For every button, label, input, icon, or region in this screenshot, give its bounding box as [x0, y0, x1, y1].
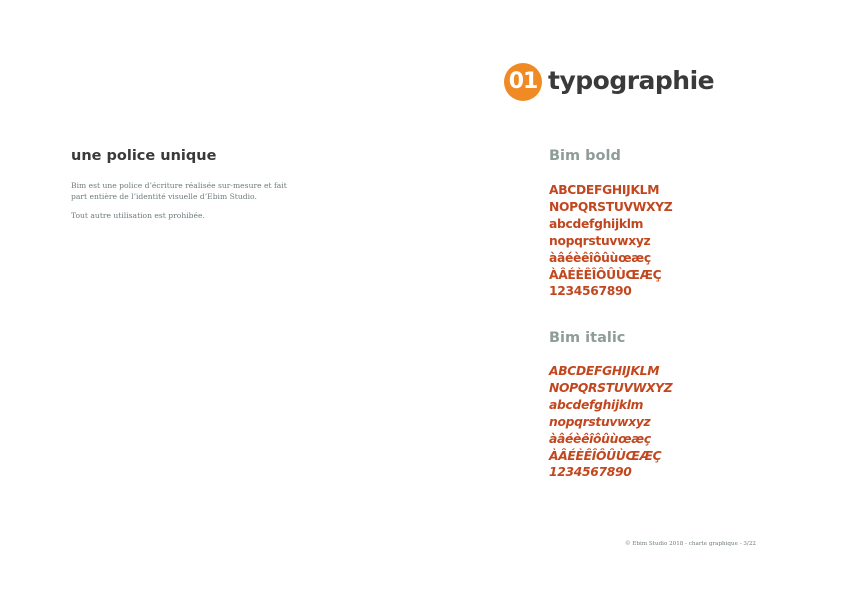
glyph-line: 1234567890 — [549, 284, 632, 299]
glyph-line: abcdefghijklm — [549, 216, 644, 231]
intro-paragraph — [71, 181, 287, 202]
intro-line-2: part entière de l’identité visuelle d’Ebim Studio. — [71, 191, 257, 201]
glyph-line: nopqrstuvwxyz — [549, 233, 651, 248]
glyph-line: NOPQRSTUVWXYZ — [549, 199, 673, 214]
glyph-line: àâéèêîôûùœæç — [549, 431, 651, 446]
usage-note: Tout autre utilisation est prohibée. — [71, 211, 205, 220]
glyph-line: nopqrstuvwxyz — [549, 414, 651, 429]
font-name-bold: Bim bold — [549, 148, 621, 164]
intro-line-1: Bim est une police d’écriture réalisée sur-mesure et fait — [71, 181, 287, 190]
glyph-line: àâéèêîôûùœæç — [549, 250, 651, 265]
page-footer: © Ebim Studio 2018 - charte graphique - 3/22 — [625, 541, 756, 547]
glyph-line: ÀÂÉÈÊÎÔÛÙŒÆÇ — [549, 267, 662, 282]
glyph-sample-italic — [549, 363, 672, 481]
page-title: typographie — [548, 66, 715, 95]
glyph-line: 1234567890 — [549, 465, 632, 480]
section-title: une police unique — [71, 148, 217, 164]
glyph-line: ABCDEFGHIJKLM — [549, 364, 660, 378]
font-name-italic: Bim italic — [549, 330, 626, 346]
glyph-line: ABCDEFGHIJKLM — [549, 183, 660, 197]
glyph-line: ÀÂÉÈÊÎÔÛÙŒÆÇ — [549, 448, 662, 463]
glyph-line: NOPQRSTUVWXYZ — [549, 380, 673, 395]
glyph-sample-bold — [549, 182, 672, 300]
section-number-badge: 01 — [504, 63, 542, 101]
glyph-line: abcdefghijklm — [549, 397, 644, 412]
